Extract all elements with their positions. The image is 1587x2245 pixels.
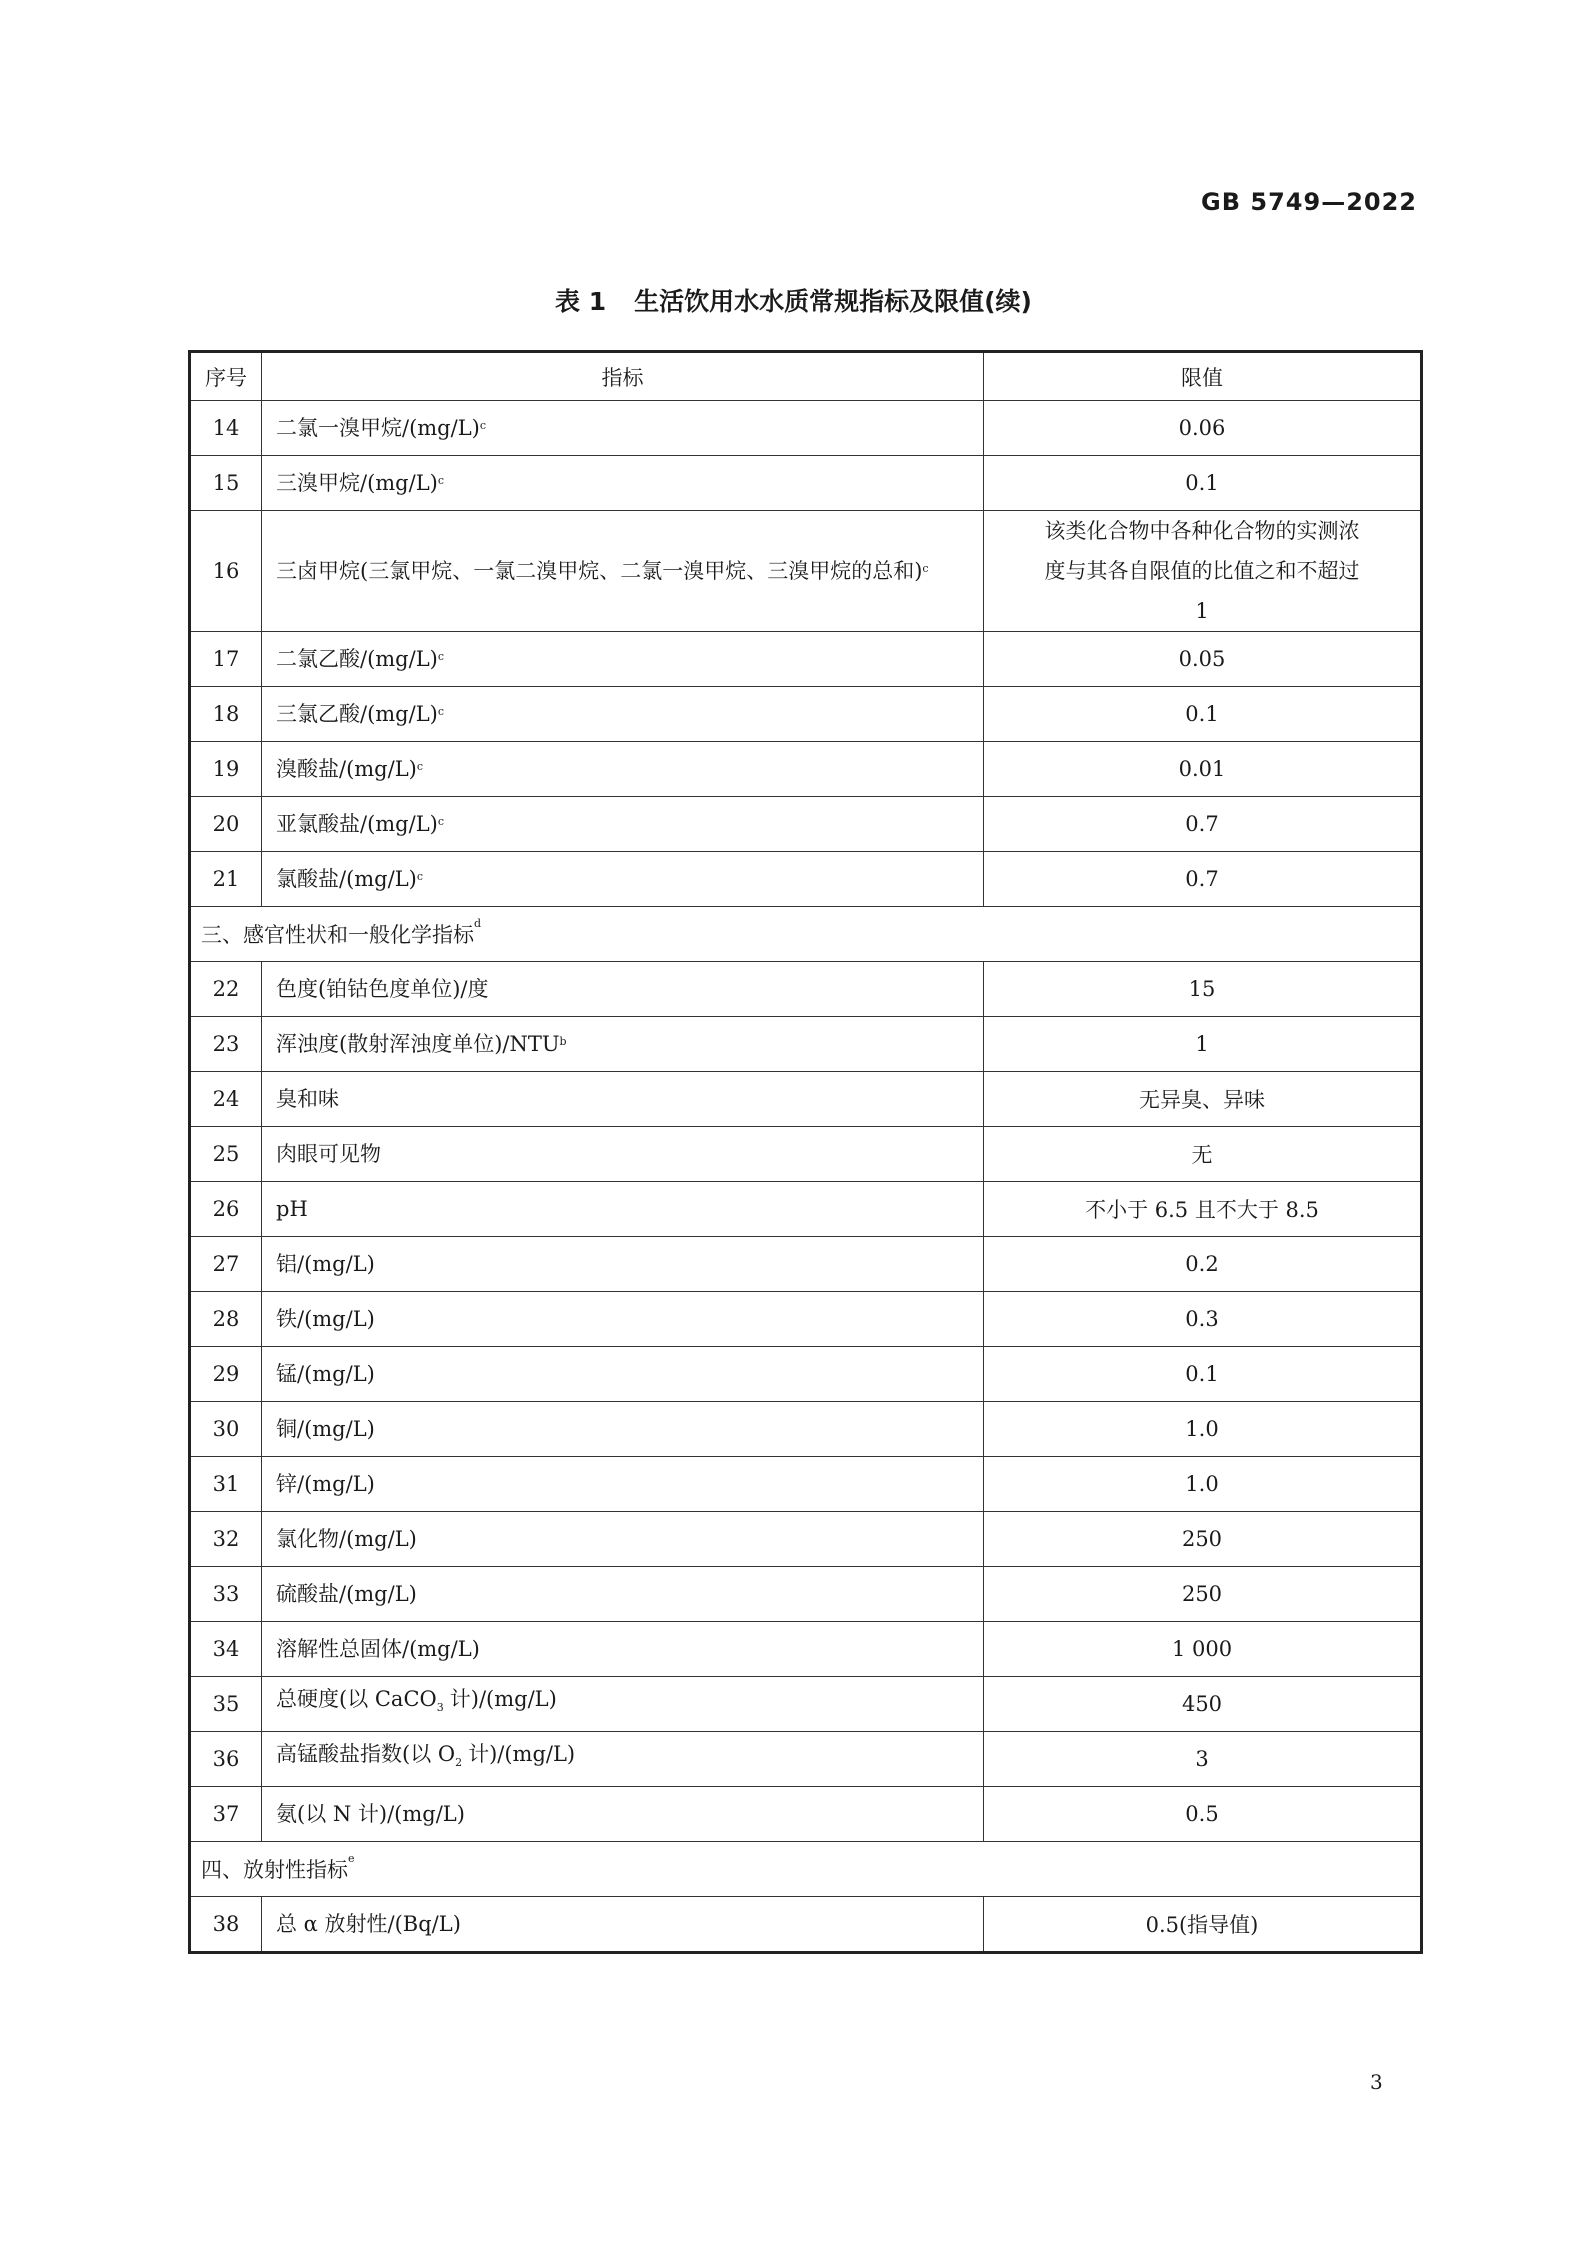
indicator-text: 三氯乙酸/(mg/L) (276, 702, 438, 726)
limit-value: 0.05 (984, 632, 1422, 687)
limit-value: 450 (984, 1677, 1422, 1732)
row-number: 19 (190, 742, 262, 797)
row-number: 24 (190, 1072, 262, 1127)
limit-value: 0.06 (984, 401, 1422, 456)
indicator-text: 溶解性总固体/(mg/L) (276, 1637, 480, 1661)
indicator-cell (262, 1897, 984, 1953)
table-row (190, 1567, 1422, 1622)
section-heading-text: 三、感官性状和一般化学指标 (201, 923, 474, 947)
indicator-text: 总硬度(以 CaCO (276, 1687, 437, 1712)
indicator-text-suffix: 计)/(mg/L) (468, 1742, 576, 1767)
column-header-no: 序号 (190, 352, 262, 401)
table-header-row (190, 352, 1422, 401)
footnote-marker: c (437, 474, 445, 487)
indicator-cell (262, 1567, 984, 1622)
column-header-indicator: 指标 (262, 352, 984, 401)
indicator-cell (262, 742, 984, 797)
table-row (190, 632, 1422, 687)
row-number: 32 (190, 1512, 262, 1567)
indicator-cell (262, 632, 984, 687)
table-row (190, 1127, 1422, 1182)
table-row (190, 456, 1422, 511)
column-header-limit: 限值 (984, 352, 1422, 401)
indicator-text-suffix: 计)/(mg/L) (449, 1687, 557, 1712)
row-number: 28 (190, 1292, 262, 1347)
indicator-cell (262, 797, 984, 852)
footnote-marker: d (474, 917, 482, 930)
limit-value: 15 (984, 962, 1422, 1017)
indicator-text: 锰/(mg/L) (276, 1362, 375, 1386)
indicator-text: 二氯乙酸/(mg/L) (276, 647, 438, 671)
row-number: 22 (190, 962, 262, 1017)
footnote-marker: c (437, 650, 445, 663)
indicator-text: 氯化物/(mg/L) (276, 1527, 417, 1551)
limit-value: 0.1 (984, 456, 1422, 511)
limit-value: 无 (984, 1127, 1422, 1182)
table-row (190, 1512, 1422, 1567)
limit-value: 0.1 (984, 1347, 1422, 1402)
indicator-text: 浑浊度(散射浑浊度单位)/NTU (276, 1032, 560, 1056)
table-title-text: 生活饮用水水质常规指标及限值(续) (634, 287, 1032, 316)
table-row (190, 1787, 1422, 1842)
indicator-cell (262, 1787, 984, 1842)
table-row (190, 1457, 1422, 1512)
limit-value: 不小于 6.5 且不大于 8.5 (984, 1182, 1422, 1237)
table-section-row (190, 907, 1422, 962)
row-number: 30 (190, 1402, 262, 1457)
indicator-text: 二氯一溴甲烷/(mg/L) (276, 416, 480, 440)
indicator-cell (262, 511, 984, 632)
table-row (190, 1072, 1422, 1127)
indicator-text: 亚氯酸盐/(mg/L) (276, 812, 438, 836)
indicator-cell (262, 1017, 984, 1072)
page-number: 3 (1370, 2070, 1383, 2094)
footnote-marker: e (348, 1852, 355, 1865)
indicator-cell (262, 1237, 984, 1292)
limit-value: 该类化合物中各种化合物的实测浓度与其各自限值的比值之和不超过 1 (984, 511, 1422, 632)
row-number: 20 (190, 797, 262, 852)
limit-value: 无异臭、异味 (984, 1072, 1422, 1127)
section-heading (190, 1842, 1422, 1897)
indicator-cell (262, 1512, 984, 1567)
indicator-text: 色度(铂钴色度单位)/度 (276, 977, 489, 1001)
row-number: 25 (190, 1127, 262, 1182)
indicator-cell (262, 1127, 984, 1182)
indicator-cell (262, 1732, 984, 1787)
indicator-cell (262, 456, 984, 511)
table-row (190, 1292, 1422, 1347)
row-number: 23 (190, 1017, 262, 1072)
indicator-cell (262, 1292, 984, 1347)
row-number: 16 (190, 511, 262, 632)
indicator-subscript: 2 (455, 1756, 463, 1770)
indicator-text: 铝/(mg/L) (276, 1252, 375, 1276)
indicator-text: 氯酸盐/(mg/L) (276, 867, 417, 891)
table-row (190, 511, 1422, 632)
limit-value: 3 (984, 1732, 1422, 1787)
table-title (0, 282, 1587, 318)
table-row (190, 962, 1422, 1017)
row-number: 15 (190, 456, 262, 511)
table-row (190, 1677, 1422, 1732)
limit-value: 0.01 (984, 742, 1422, 797)
footnote-marker: c (437, 815, 445, 828)
table-row (190, 1347, 1422, 1402)
limit-value: 0.3 (984, 1292, 1422, 1347)
row-number: 33 (190, 1567, 262, 1622)
indicator-text: 高锰酸盐指数(以 O (276, 1742, 456, 1767)
table-row (190, 852, 1422, 907)
row-number: 26 (190, 1182, 262, 1237)
row-number: 35 (190, 1677, 262, 1732)
limit-value: 0.5 (984, 1787, 1422, 1842)
indicator-text: 锌/(mg/L) (276, 1472, 375, 1496)
table-body (190, 401, 1422, 1953)
indicator-cell (262, 1347, 984, 1402)
indicator-cell (262, 401, 984, 456)
limit-value: 250 (984, 1512, 1422, 1567)
limit-value: 1 000 (984, 1622, 1422, 1677)
footnote-marker: c (437, 705, 445, 718)
table-row (190, 687, 1422, 742)
indicator-text: 铜/(mg/L) (276, 1417, 375, 1441)
indicator-text: 三溴甲烷/(mg/L) (276, 471, 438, 495)
section-heading (190, 907, 1422, 962)
limit-value: 250 (984, 1567, 1422, 1622)
footnote-marker: c (922, 562, 929, 575)
indicator-cell (262, 687, 984, 742)
indicator-text: 总 α 放射性/(Bq/L) (276, 1912, 461, 1936)
row-number: 21 (190, 852, 262, 907)
indicator-cell (262, 1457, 984, 1512)
table-row (190, 1237, 1422, 1292)
limit-value: 0.2 (984, 1237, 1422, 1292)
footnote-marker: c (416, 870, 424, 883)
indicator-text: 铁/(mg/L) (276, 1307, 375, 1331)
limit-value: 0.5(指导值) (984, 1897, 1422, 1953)
indicator-text: 硫酸盐/(mg/L) (276, 1582, 417, 1606)
row-number: 29 (190, 1347, 262, 1402)
water-quality-table (188, 350, 1423, 1954)
table-row (190, 1402, 1422, 1457)
limit-value: 0.7 (984, 852, 1422, 907)
indicator-cell (262, 962, 984, 1017)
section-heading-text: 四、放射性指标 (201, 1858, 348, 1882)
row-number: 17 (190, 632, 262, 687)
indicator-cell (262, 1182, 984, 1237)
standard-code: GB 5749—2022 (1201, 188, 1417, 216)
row-number: 37 (190, 1787, 262, 1842)
indicator-text: 肉眼可见物 (276, 1142, 381, 1166)
table-section-row (190, 1842, 1422, 1897)
table-row (190, 797, 1422, 852)
footnote-marker: c (416, 760, 424, 773)
row-number: 18 (190, 687, 262, 742)
indicator-cell (262, 852, 984, 907)
limit-value: 0.1 (984, 687, 1422, 742)
row-number: 38 (190, 1897, 262, 1953)
indicator-subscript: 3 (436, 1701, 444, 1715)
footnote-marker: b (559, 1035, 567, 1048)
indicator-cell (262, 1072, 984, 1127)
table-row (190, 1732, 1422, 1787)
table-row (190, 1897, 1422, 1953)
limit-value: 0.7 (984, 797, 1422, 852)
indicator-cell (262, 1402, 984, 1457)
table-row (190, 1622, 1422, 1677)
row-number: 14 (190, 401, 262, 456)
table-row (190, 401, 1422, 456)
indicator-text: 臭和味 (276, 1087, 339, 1111)
indicator-text: 三卤甲烷(三氯甲烷、一氯二溴甲烷、二氯一溴甲烷、三溴甲烷的总和) (276, 559, 923, 583)
row-number: 34 (190, 1622, 262, 1677)
row-number: 27 (190, 1237, 262, 1292)
indicator-text: pH (276, 1197, 308, 1221)
footnote-marker: c (479, 419, 487, 432)
table-title-number: 表 1 (555, 287, 607, 316)
row-number: 36 (190, 1732, 262, 1787)
limit-value: 1.0 (984, 1402, 1422, 1457)
table-row (190, 1182, 1422, 1237)
limit-value: 1.0 (984, 1457, 1422, 1512)
indicator-text: 氨(以 N 计)/(mg/L) (276, 1802, 465, 1826)
table-row (190, 742, 1422, 797)
indicator-cell (262, 1677, 984, 1732)
table-row (190, 1017, 1422, 1072)
row-number: 31 (190, 1457, 262, 1512)
indicator-cell (262, 1622, 984, 1677)
limit-value: 1 (984, 1017, 1422, 1072)
indicator-text: 溴酸盐/(mg/L) (276, 757, 417, 781)
